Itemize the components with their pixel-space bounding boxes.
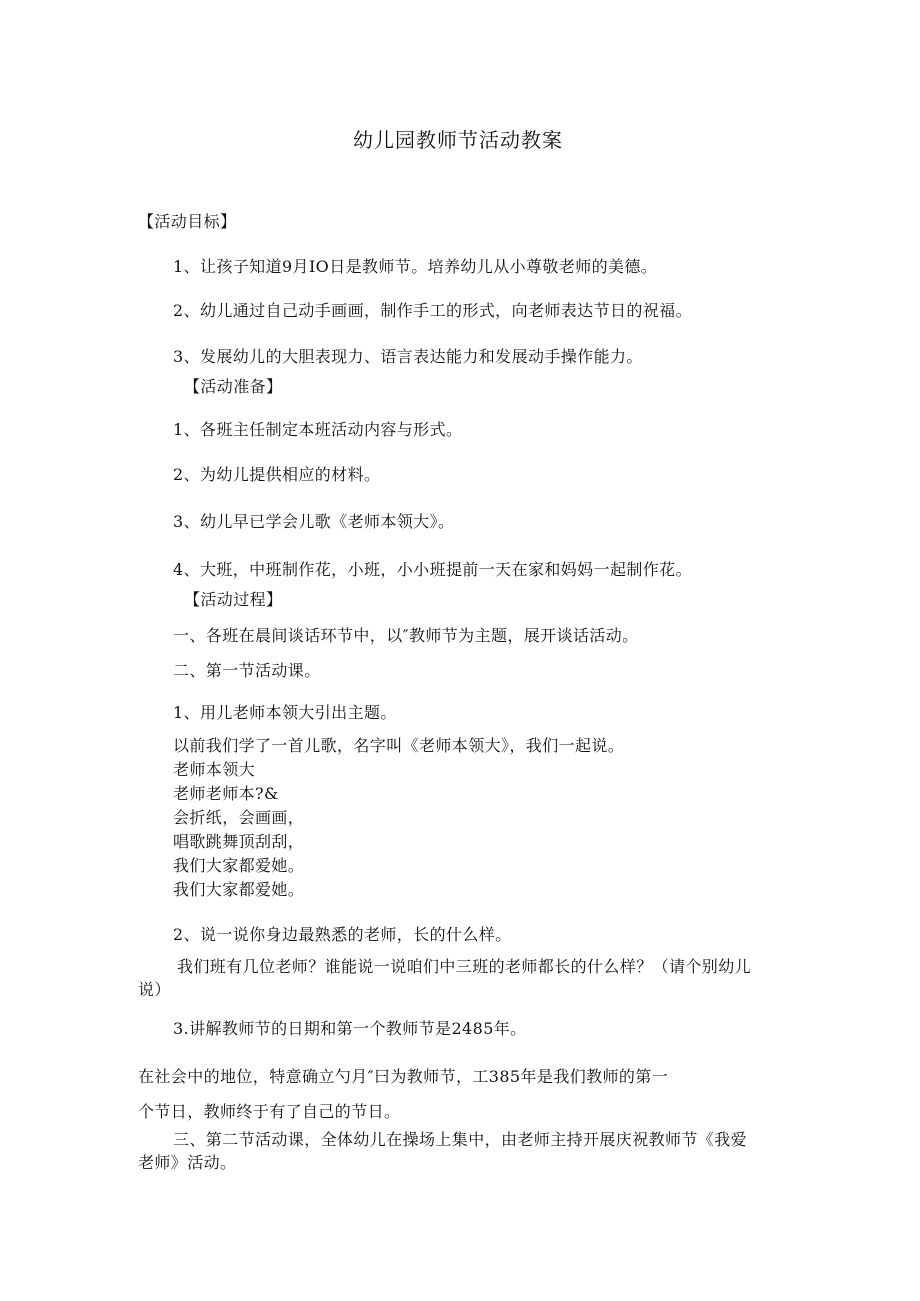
body-line: 我们班有几位老师？谁能说一说咱们中三班的老师都长的什么样？（请个别幼儿: [177, 957, 752, 976]
process-line: 二、第一节活动课。: [173, 661, 321, 680]
goal-item: 3、发展幼儿的大胆表现力、语言表达能力和发展动手操作能力。: [173, 347, 643, 366]
body-line: 老师》活动。: [138, 1153, 237, 1172]
prep-item: 2、为幼儿提供相应的材料。: [173, 465, 381, 484]
poem-line: 老师老师本?&: [173, 784, 279, 803]
poem-line: 会折纸，会画画，: [173, 808, 305, 827]
poem-line: 唱歌跳舞顶刮刮，: [173, 832, 305, 851]
prep-item: 4、大班，中班制作花，小班，小小班提前一天在家和妈妈一起制作花。: [173, 560, 692, 579]
section-heading-prep: 【活动准备】: [184, 377, 283, 396]
body-line: 说）: [138, 980, 171, 999]
section-heading-goals: 【活动目标】: [138, 212, 237, 231]
goal-item: 2、幼儿通过自己动手画画，制作手工的形式，向老师表达节日的祝福。: [173, 301, 692, 320]
body-line: 3.讲解教师节的日期和第一个教师节是2485年。: [173, 1019, 527, 1038]
body-line: 2、说一说你身边最熟悉的老师，长的什么样。: [173, 925, 512, 944]
process-line: 1、用儿老师本领大引出主题。: [173, 703, 397, 722]
goal-item: 1、让孩子知道9月IO日是教师节。培养幼儿从小尊敬老师的美德。: [173, 257, 658, 276]
body-line: 个节日，教师终于有了自己的节日。: [138, 1102, 401, 1121]
body-line: 在社会中的地位，特意确立勺月″曰为教师节，工385年是我们教师的第一: [138, 1067, 669, 1086]
prep-item: 1、各班主任制定本班活动内容与形式。: [173, 420, 463, 439]
prep-item: 3、幼儿早已学会儿歌《老师本领大》。: [173, 512, 455, 531]
page-title: 幼儿园教师节活动教案: [353, 128, 563, 152]
body-line: 三、第二节活动课，全体幼儿在操场上集中，由老师主持开展庆祝教师节《我爱: [173, 1130, 748, 1149]
process-line: 以前我们学了一首儿歌，名字叫《老师本领大》，我们一起说。: [173, 736, 625, 755]
poem-line: 老师本领大: [173, 760, 256, 779]
poem-line: 我们大家都爱她。: [173, 856, 305, 875]
section-heading-process: 【活动过程】: [184, 590, 283, 609]
poem-line: 我们大家都爱她。: [173, 880, 305, 899]
process-line: 一、各班在晨间谈话环节中，以″教师节为主题，展开谈话活动。: [173, 626, 639, 645]
